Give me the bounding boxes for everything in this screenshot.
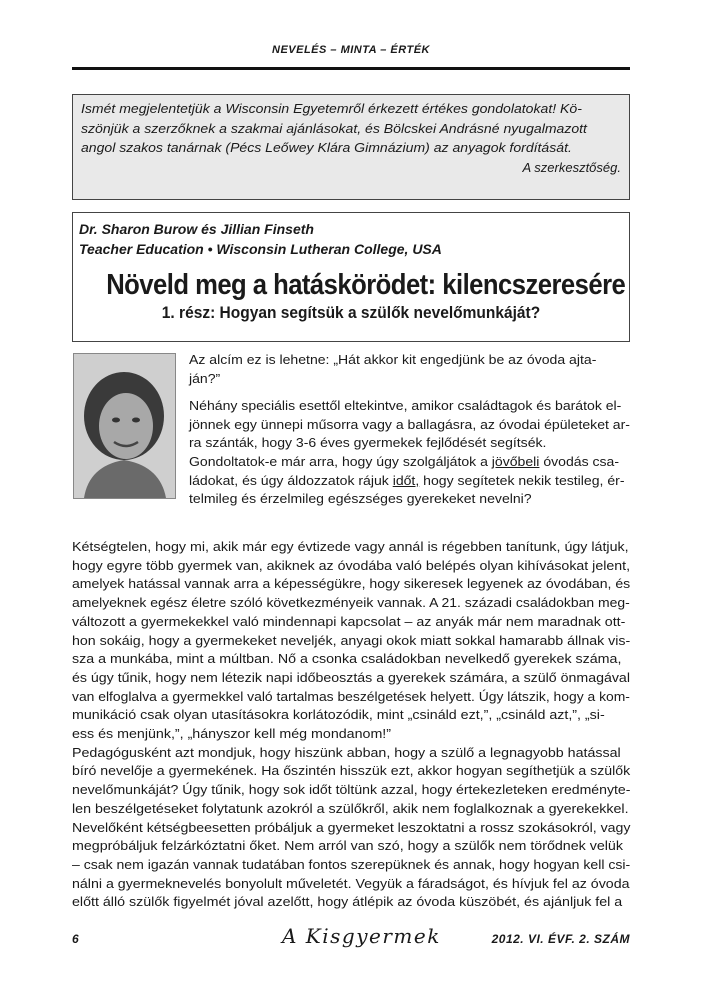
magazine-name: A Kisgyermek <box>282 924 441 948</box>
author-photo <box>73 353 176 499</box>
notice-line: angol szakos tanárnak (Pécs Leőwey Klára Gimnázium) az anyagok fordítását. <box>81 140 572 156</box>
intro-text <box>189 351 630 509</box>
intro-line: ján?” <box>189 370 221 386</box>
article-subtitle: 1. rész: Hogyan segítsük a szülők nevelőmunkáját? <box>161 304 541 322</box>
body-line: hon sokáig, hogy a gyermekeket neveljék, anyagi okok miatt sokkal hamarabb állnak vis- <box>72 632 631 648</box>
body-line: van elfoglalva a gyermekkel való tartalmas beszélgetések helyett. Úgy látszik, hogy a kom- <box>72 688 630 704</box>
body-line: – csak nem igazán vannak tudatában fontos szerepüknek és annak, hogy hogyan kell csi- <box>72 856 631 872</box>
article-body <box>72 538 630 912</box>
running-head: NEVELÉS – MINTA – ÉRTÉK <box>272 44 430 56</box>
intro-line: ládokat, és úgy áldozzatok rájuk időt, hogy segítetek nekik testileg, ér- <box>189 472 625 488</box>
issue-info: 2012. VI. ÉVF. 2. SZÁM <box>491 932 630 946</box>
body-line: ess és menjünk,”, „hányszor kell még mondanom!” <box>72 726 392 742</box>
article-title-box <box>72 212 630 342</box>
page-number: 6 <box>72 932 79 946</box>
body-line: bíró nevelője a gyermekének. Ha őszintén hisszük ezt, akkor hogyan segíthetjük a szülők <box>72 763 631 779</box>
article-title: Növeld meg a hatáskörödet: kilencszeresére <box>106 269 626 301</box>
notice-line: Ismét megjelentetjük a Wisconsin Egyetemről érkezett értékes gondolatokat! Kö- <box>81 101 582 116</box>
body-line: Pedagógusként azt mondjuk, hogy hiszünk abban, hogy a szülő a legnagyobb hatással <box>72 744 621 760</box>
body-line: Kétségtelen, hogy mi, akik már egy évtizede vagy annál is régebben tanítunk, úgy látjuk, <box>72 539 629 554</box>
body-line: sza a munkába, mint a múltban. Nő a csonka családokban nevelkedő gyerekek száma, <box>72 651 622 667</box>
body-line: előtt álló szülők figyelmét jóval azelőtt, hogy átlépik az óvoda küszöbét, és ajánljuk fel a <box>72 894 623 910</box>
portrait-image <box>74 354 175 498</box>
intro-line: Az alcím ez is lehetne: „Hát akkor kit engedjünk be az óvoda ajta- <box>189 352 597 367</box>
body-line: nálni a gyermeknevelés bonyolult műveletét. Vegyük a fáradságot, és hívjuk fel az óvoda <box>72 875 630 891</box>
body-line: változott a gyermekekkel való mindennapi kapcsolat – az anyák már nem maradnak ott- <box>72 613 626 629</box>
intro-line: Gondoltatok-e már arra, hogy úgy szolgáljátok a jövőbeli óvodás csa- <box>189 453 620 469</box>
article-affiliation: Teacher Education • Wisconsin Lutheran College, USA <box>79 241 442 257</box>
body-line: hogy egyre több gyermek van, akiknek az óvodába való belépés olyan kihívásokat jelent, <box>72 557 631 573</box>
body-line: nevelőmunkáját? Úgy tűnik, hogy sok időt töltünk azzal, hogy értekezleteken eredményte- <box>72 782 631 798</box>
article-authors: Dr. Sharon Burow és Jillian Finseth <box>79 221 314 237</box>
underlined-word: időt, <box>392 472 420 488</box>
body-line: amelyek hatással vannak arra a képességükre, hogy sikeresek legyenek az óvodában, és <box>72 576 631 592</box>
intro-paragraph <box>189 351 630 388</box>
body-line: munikáció csak olyan utasításokra korlátozódik, mint „csináld ezt,”, „csináld azt,”, „si- <box>72 707 605 723</box>
intro-line: jönnek egy ünnepi műsorra vagy a ballagásra, az óvodai épületeket ar- <box>189 416 630 432</box>
header-rule <box>72 67 630 70</box>
intro-paragraph <box>189 397 630 509</box>
body-line: megpróbáljuk felzárkóztatni őket. Nem arról van szó, hogy a szülők nem törődnek velük <box>72 838 623 854</box>
editor-notice <box>72 94 630 200</box>
body-line: amelyeknek egész életre szóló következményeik vannak. A 21. századi családokban meg- <box>72 595 630 611</box>
underlined-word: jövőbeli <box>491 453 540 469</box>
intro-line: ra szánták, hogy 3-6 éves gyermekek fejlődését segítsék. <box>189 435 547 451</box>
page-footer <box>72 924 630 948</box>
body-line: és úgy tűnik, hogy nem létezik napi időbeosztás a gyerekek számára, a szülő önmagával <box>72 669 630 685</box>
intro-line: Néhány speciális esettől eltekintve, amikor családtagok és barátok el- <box>189 398 622 414</box>
body-line: Nevelőként kétségbeesetten próbáljuk a gyermeket leszoktatni a rossz szokásokról, vagy <box>72 819 631 835</box>
notice-signature: A szerkesztőség. <box>522 159 621 175</box>
intro-line: telmileg és érzelmileg egészséges gyerekeket nevelni? <box>189 491 532 507</box>
notice-line: szönjük a szerzőknek a szakmai ajánlásokat, és Bölcskei Andrásné nyugalmazott <box>81 120 587 136</box>
body-line: len beszélgetéseket folytatunk azokról a szülőkről, akik nem foglalkoznak a gyerekekkel. <box>72 800 629 816</box>
